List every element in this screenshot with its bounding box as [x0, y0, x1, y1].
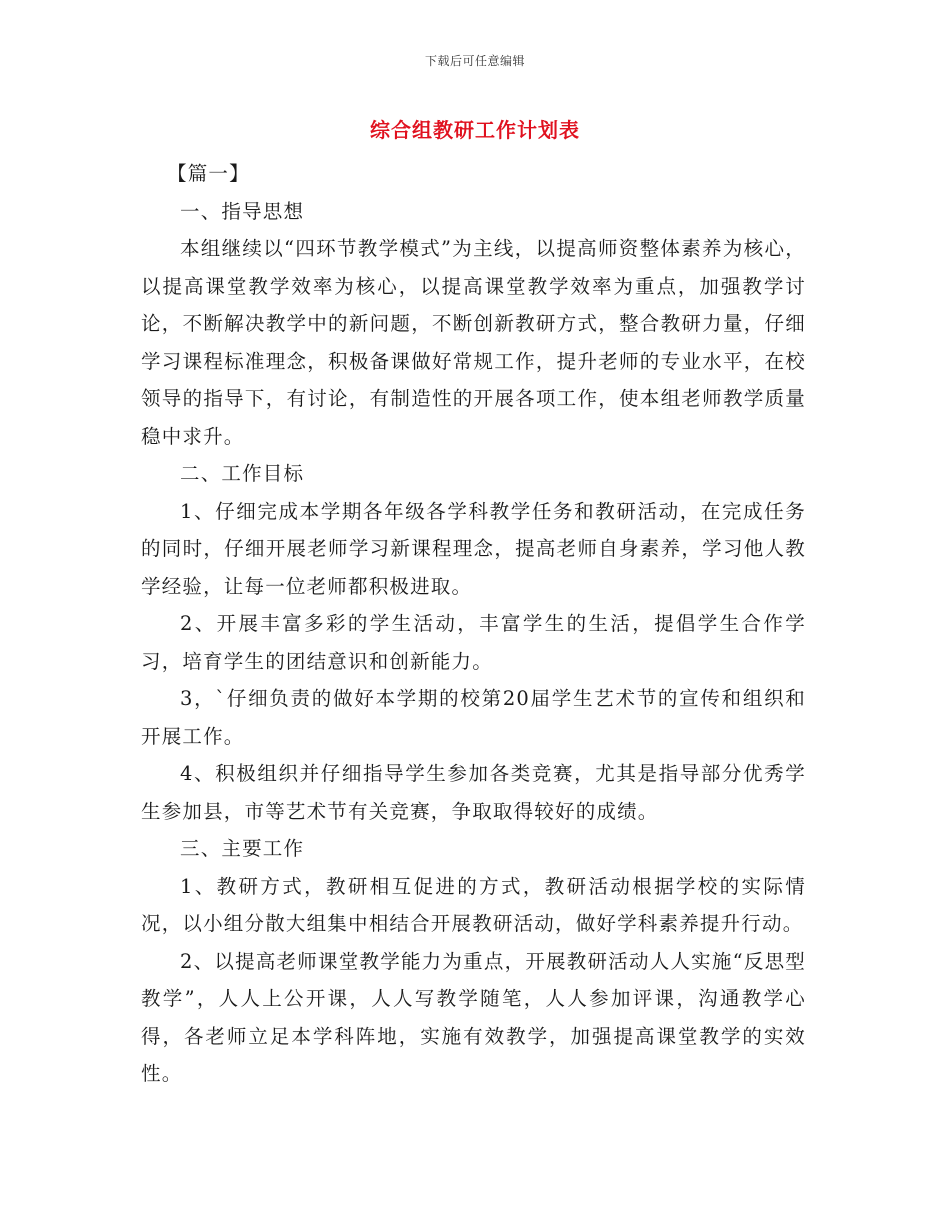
- paragraph-work-2: 2、以提高老师课堂教学能力为重点，开展教研活动人人实施“反思型教学”，人人上公开课，人人写教学随笔，人人参加评课，沟通教学心得，各老师立足本学科阵地，实施有效教学，加强提高课堂教学的实效性。: [141, 949, 806, 1085]
- header-note: 下载后可任意编辑: [424, 54, 525, 68]
- part-label: 【篇一】: [167, 162, 250, 185]
- section-heading-main-work: 三、主要工作: [180, 837, 305, 860]
- document-title: 综合组教研工作计划表: [370, 118, 580, 142]
- paragraph-work-1: 1、教研方式，教研相互促进的方式，教研活动根据学校的实际情况，以小组分散大组集中相结合开展教研活动，做好学科素养提升行动。: [141, 874, 806, 935]
- document-body: [141, 155, 806, 1093]
- section-heading-guiding-ideology: 一、指导思想: [180, 199, 305, 223]
- paragraph-goal-2: 2、开展丰富多彩的学生活动，丰富学生的生活，提倡学生合作学习，培育学生的团结意识和创新能力。: [141, 612, 806, 673]
- paragraph-goal-1: 1、仔细完成本学期各年级各学科教学任务和教研活动，在完成任务的同时，仔细开展老师学习新课程理念，提高老师自身素养，学习他人教学经验，让每一位老师都积极进取。: [141, 499, 806, 598]
- paragraph-guiding-ideology: 本组继续以“四环节教学模式”为主线，以提高师资整体素养为核心，以提高课堂教学效率为核心，以提高课堂教学效率为重点，加强教学讨论，不断解决教学中的新问题，不断创新教研方式，整合教研力量，仔细学习课程标准理念，积极备课做好常规工作，提升老师的专业水平，在校领导的指导下，有讨论，有制造性的开展各项工作，使本组老师教学质量稳中求升。: [141, 237, 806, 448]
- paragraph-goal-3: 3，`仔细负责的做好本学期的校第20届学生艺术节的宣传和组织和开展工作。: [141, 687, 806, 748]
- paragraph-goal-4: 4、积极组织并仔细指导学生参加各类竞赛，尤其是指导部分优秀学生参加县，市等艺术节有关竞赛，争取取得较好的成绩。: [141, 762, 806, 823]
- section-heading-work-goals: 二、工作目标: [180, 462, 305, 485]
